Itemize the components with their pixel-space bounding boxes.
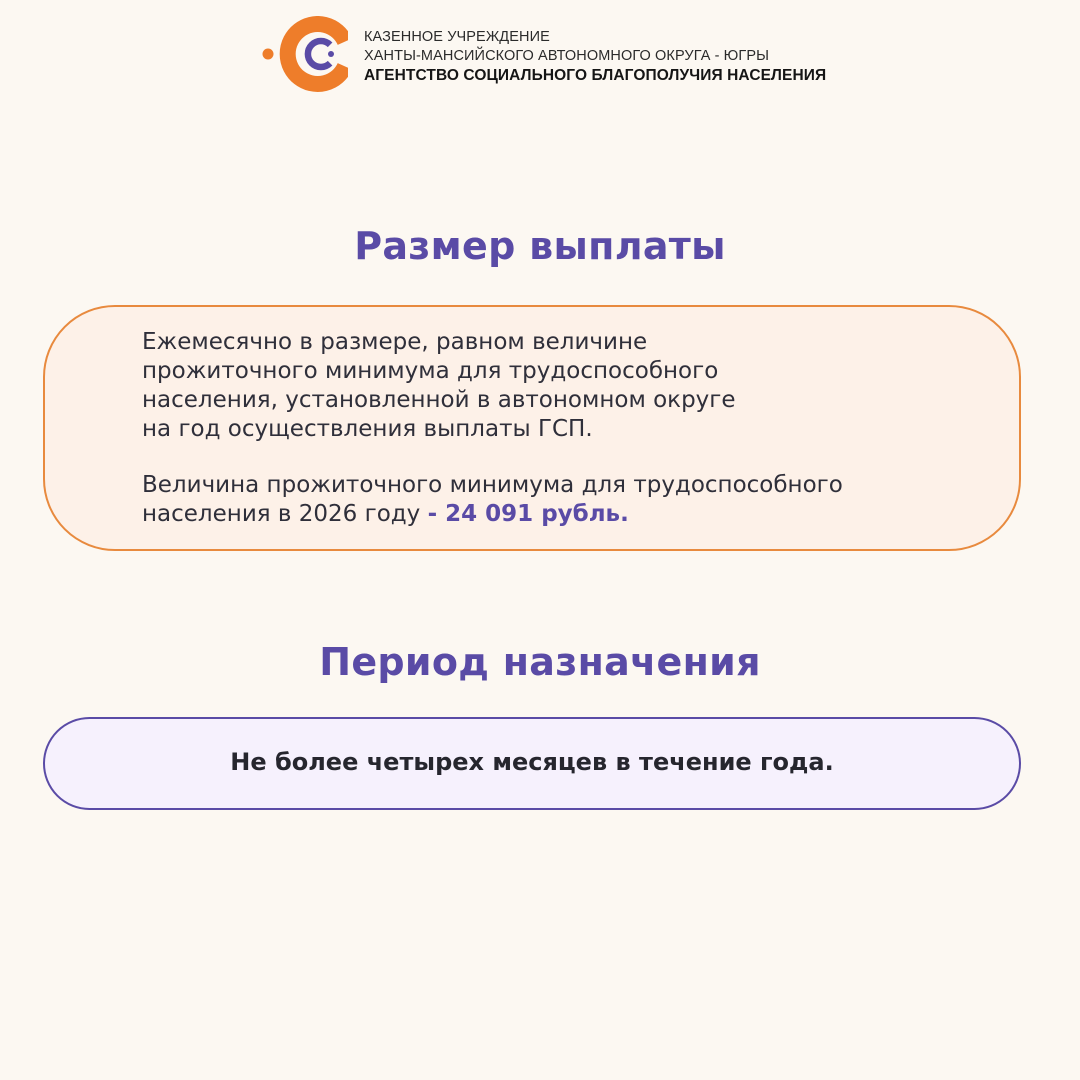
description-line: Ежемесячно в размере, равном величине <box>142 329 648 355</box>
subsistence-amount: - 24 091 рубль. <box>427 501 629 527</box>
agency-name-line-2: ХАНТЫ-МАНСИЙСКОГО АВТОНОМНОГО ОКРУГА - ЮГРЫ <box>364 48 770 64</box>
subsistence-line-1: Величина прожиточного минимума для трудоспособного <box>142 472 843 498</box>
assignment-period-card <box>43 717 1021 810</box>
payment-size-description <box>142 328 736 444</box>
agency-header <box>262 16 862 98</box>
subsistence-minimum-text <box>142 471 843 529</box>
description-line: прожиточного минимума для трудоспособного <box>142 358 719 384</box>
agency-name-line-1: КАЗЕННОЕ УЧРЕЖДЕНИЕ <box>364 29 550 45</box>
description-line: населения, установленной в автономном округе <box>142 387 736 413</box>
payment-size-title: Размер выплаты <box>354 224 726 268</box>
agency-name <box>364 28 864 85</box>
description-line: на год осуществления выплаты ГСП. <box>142 416 593 442</box>
subsistence-line-2: населения в 2026 году <box>142 501 428 527</box>
assignment-period-title: Период назначения <box>319 640 761 684</box>
assignment-period-text: Не более четырех месяцев в течение года. <box>230 748 834 776</box>
agency-name-line-3: АГЕНТСТВО СОЦИАЛЬНОГО БЛАГОПОЛУЧИЯ НАСЕЛЕНИЯ <box>364 67 827 84</box>
agency-logo <box>262 16 348 96</box>
payment-size-card <box>43 305 1021 551</box>
